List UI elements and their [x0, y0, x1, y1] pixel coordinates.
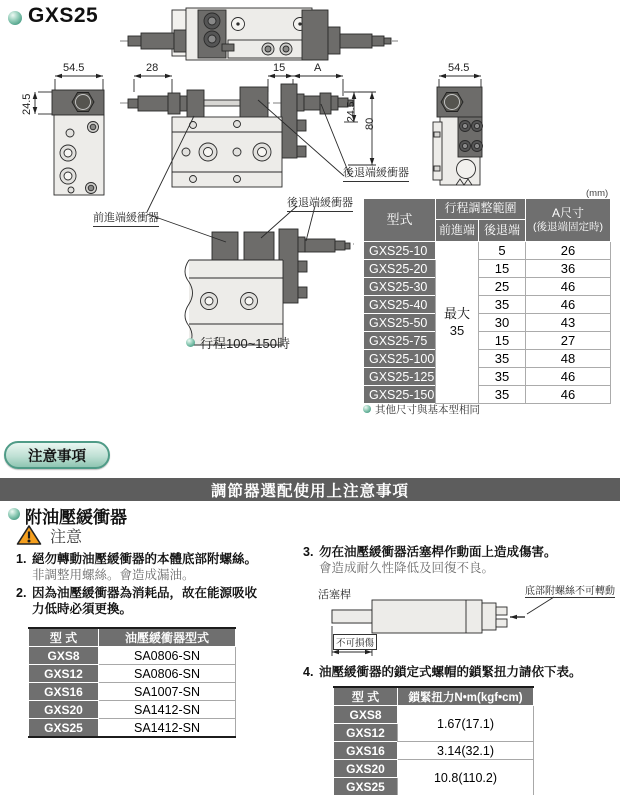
table-row: GXS8 1.67(17.1) — [334, 706, 534, 724]
footnote-bullet-icon — [363, 405, 371, 413]
spec-col-range: 行程調整範圍 — [436, 199, 526, 220]
note-3 — [303, 544, 613, 576]
piston-rod-label: 活塞桿 — [318, 589, 351, 601]
caution-label: 注意 — [50, 528, 83, 546]
spec-footnote: 其他尺寸與基本型相同 — [375, 404, 480, 416]
section-bullet-icon — [8, 508, 20, 520]
unit-label: (mm) — [586, 188, 609, 199]
notes-right-column — [303, 544, 617, 795]
side-view-left-drawing — [35, 76, 104, 195]
spec-col-forward: 前進端 — [436, 220, 479, 242]
spec-col-backward: 後退端 — [479, 220, 526, 242]
dim-front-left: 28 — [146, 62, 159, 74]
torque-col-model: 型 式 — [334, 687, 398, 706]
warning-icon — [16, 524, 42, 546]
spec-table — [363, 198, 611, 404]
table-row: GXS16 SA1007-SN — [29, 683, 236, 701]
spec-col-a-line2: (後退端固定時) — [533, 220, 604, 233]
buffer-col-type: 油壓緩衝器型式 — [99, 628, 236, 647]
table-row: GXS25 — [334, 778, 534, 795]
table-row: GXS12 SA0806-SN — [29, 665, 236, 683]
table-row: GXS16 3.14(32.1) — [334, 742, 534, 760]
note-1 — [16, 551, 268, 583]
note-main: 油壓緩衝器的鎖定式螺帽的鎖緊扭力請依下表。 — [319, 665, 582, 679]
spec-row: GXS25-150 35 46 — [364, 386, 611, 404]
rear-buffer-label-right: 後退端緩衝器 — [343, 164, 409, 182]
spec-row: GXS25-100 35 48 — [364, 350, 611, 368]
table-row: GXS20 10.8(110.2) — [334, 760, 534, 778]
dim-side-height: 24.5 — [21, 93, 33, 115]
bottom-screw-label: 底部附螺絲不可轉動 — [525, 582, 615, 598]
torque-table — [333, 686, 534, 795]
no-damage-label: 不可損傷 — [333, 634, 377, 650]
front-view-drawing — [120, 76, 376, 187]
spec-row: GXS25-50 30 43 — [364, 314, 611, 332]
buffer-table — [28, 627, 236, 738]
page-title: GXS25 — [28, 4, 99, 27]
note-4 — [303, 664, 613, 680]
rear-buffer-label-bottom: 後退端緩衝器 — [287, 194, 353, 212]
stroke-caption: 行程100~150時 — [200, 336, 290, 351]
spec-row: GXS25-75 15 27 — [364, 332, 611, 350]
title-bullet-icon — [8, 11, 22, 25]
dim-front-a: A — [314, 62, 322, 74]
spec-col-model: 型式 — [364, 199, 436, 242]
spec-forward-merged: 最大 35 — [436, 242, 479, 404]
notes-left-column — [16, 524, 298, 738]
front-buffer-label: 前進端緩衝器 — [93, 209, 159, 227]
note-sub: 非調整用螺絲。會造成漏油。 — [32, 568, 195, 582]
table-row: GXS25 SA1412-SN — [29, 719, 236, 738]
dim-side-width: 54.5 — [63, 62, 85, 74]
spec-row: GXS25-10 最大 35 5 26 — [364, 242, 611, 260]
notice-pill: 注意事項 — [4, 441, 110, 469]
note-number: 3. — [303, 545, 314, 559]
note-number: 1. — [16, 552, 27, 566]
spec-col-a — [526, 199, 611, 242]
side-view-right-drawing — [433, 76, 483, 185]
absorber-diagram — [303, 578, 617, 662]
spec-row: GXS25-125 35 46 — [364, 368, 611, 386]
spec-col-a-line1: A尺寸 — [552, 206, 585, 221]
buffer-col-model: 型 式 — [29, 628, 99, 647]
dim-right-width: 54.5 — [448, 62, 470, 74]
table-row: GXS20 SA1412-SN — [29, 701, 236, 719]
caption-bullet-icon — [186, 338, 195, 347]
dim-front-gap: 15 — [273, 62, 286, 74]
torque-col-torque: 鎖緊扭力N•m(kgf•cm) — [398, 687, 534, 706]
note-number: 4. — [303, 665, 314, 679]
notice-banner: 調節器選配使用上注意事項 — [0, 478, 620, 501]
note-sub: 會造成耐久性降低及回復不良。 — [319, 561, 495, 575]
note-main: 絕勿轉動油壓緩衝器的本體底部附螺絲。 — [32, 552, 258, 566]
note-2 — [16, 585, 268, 617]
note-main: 勿在油壓緩衝器活塞桿作動面上造成傷害。 — [319, 545, 557, 559]
spec-row: GXS25-30 25 46 — [364, 278, 611, 296]
note-number: 2. — [16, 586, 27, 600]
spec-row: GXS25-40 35 46 — [364, 296, 611, 314]
note-main: 因為油壓緩衝器為消耗品，故在能源吸收力低時必須更換。 — [32, 586, 258, 616]
dim-front-height-small: 24.5 — [345, 101, 357, 122]
top-view-drawing — [120, 8, 398, 60]
caution-row — [16, 524, 298, 546]
table-row: GXS12 — [334, 724, 534, 742]
spec-row: GXS25-20 15 36 — [364, 260, 611, 278]
dim-front-height: 80 — [364, 117, 376, 130]
section-title: 附油壓緩衝器 — [25, 508, 127, 527]
table-row: GXS8 SA0806-SN — [29, 647, 236, 665]
